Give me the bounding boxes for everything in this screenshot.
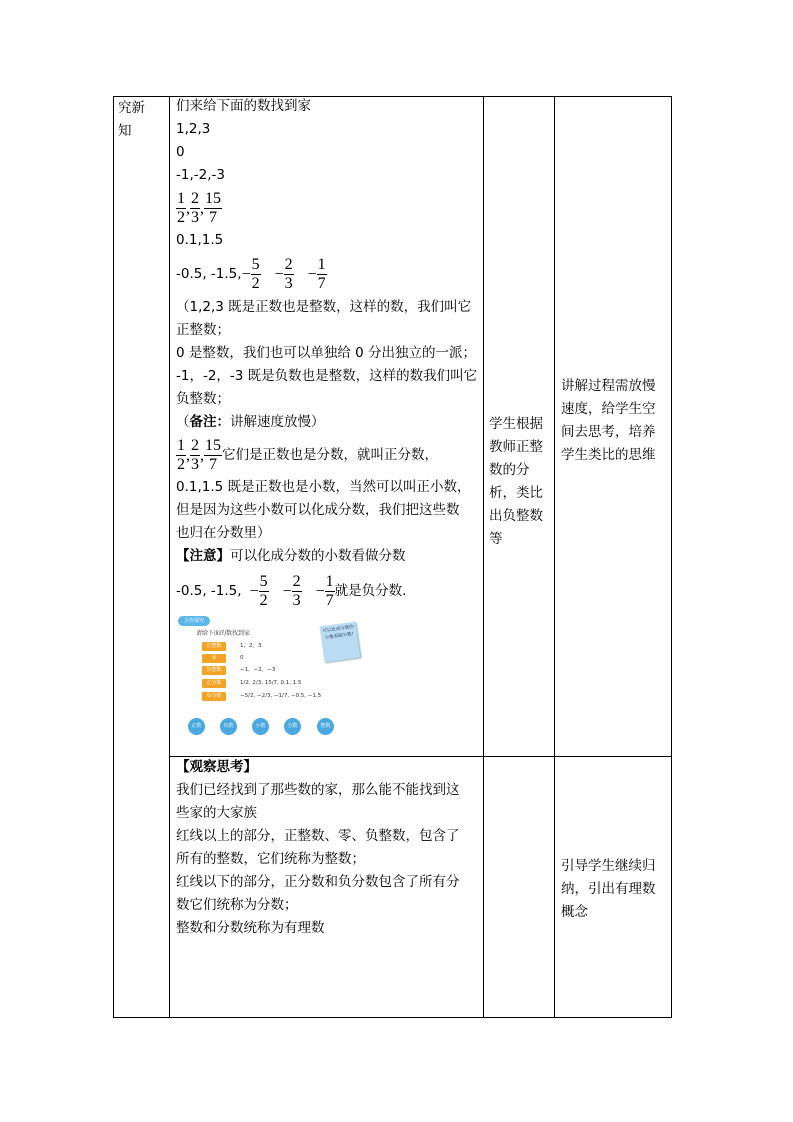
slide-tag: 负分数 bbox=[202, 692, 226, 701]
number-line: -1,-2,-3 bbox=[176, 167, 225, 183]
slide-circle: 小数 bbox=[252, 718, 269, 735]
slide-circle: 分数 bbox=[284, 718, 301, 735]
fraction: $\frac{1}{2}$ bbox=[177, 436, 185, 473]
decimal-line: 0.1,1.5 bbox=[176, 232, 224, 248]
fraction: $\frac{1}{7}$ bbox=[325, 572, 334, 609]
slide-tag: 负整数 bbox=[202, 666, 226, 675]
left-column-label bbox=[118, 97, 145, 143]
paragraph-line: 数它们统称为分数； bbox=[176, 897, 298, 913]
number-line: 0 bbox=[176, 144, 185, 160]
intent-line: 间去思考，培养 bbox=[561, 424, 656, 440]
intent-line: 纳，引出有理数 bbox=[561, 881, 656, 897]
fraction: $\frac{5}{2}$ bbox=[259, 572, 268, 609]
minus-sign: − bbox=[274, 265, 284, 283]
slide-row-value: 1，2，3 bbox=[240, 643, 262, 649]
col-border-1 bbox=[113, 96, 114, 1018]
paragraph-line: 我们已经找到了那些数的家，那么能不能找到这 bbox=[176, 782, 460, 798]
paragraph-line: 但是因为这些小数可以化成分数，我们把这些数 bbox=[176, 502, 460, 518]
attention-label: 【注意】 bbox=[176, 548, 230, 564]
slide-thumbnail bbox=[174, 610, 374, 740]
negative-fraction-line bbox=[176, 252, 481, 296]
paragraph-line: 整数和分数统称为有理数 bbox=[176, 920, 325, 936]
activity-line: 教师正整 bbox=[489, 439, 543, 455]
note-text: 讲解速度放慢） bbox=[230, 414, 325, 430]
fraction: $\frac{1}{7}$ bbox=[317, 255, 326, 292]
section-heading: 【观察思考】 bbox=[176, 759, 257, 775]
negative-fraction-summary bbox=[176, 568, 481, 614]
attention-line bbox=[176, 545, 481, 568]
left-label-line: 究新 bbox=[118, 100, 145, 116]
left-label-line: 知 bbox=[118, 123, 132, 139]
minus-sign: − bbox=[315, 582, 325, 600]
negative-decimals: -0.5, -1.5, bbox=[176, 582, 242, 599]
activity-line: 等 bbox=[489, 531, 503, 547]
paragraph-line: 红线以下的部分，正分数和负分数包含了所有分 bbox=[176, 874, 460, 890]
minus-sign: − bbox=[307, 265, 317, 283]
activity-line: 出负整数 bbox=[489, 508, 543, 524]
col-border-4 bbox=[554, 96, 555, 1018]
student-activity-cell bbox=[489, 413, 543, 551]
col-border-2 bbox=[169, 96, 170, 1018]
intent-line: 引导学生继续归 bbox=[561, 858, 656, 874]
number-line: 1,2,3 bbox=[176, 121, 211, 137]
design-intent-cell-2 bbox=[561, 855, 656, 924]
note-paren: （ bbox=[176, 414, 190, 430]
activity-line: 学生根据 bbox=[489, 416, 543, 432]
fraction: $\frac{15}{7}$ bbox=[205, 189, 221, 226]
positive-fraction-line bbox=[176, 434, 481, 476]
slide-row-value: 1/2, 2/3, 15/7, 0.1, 1.5 bbox=[240, 680, 302, 686]
slide-tag: 零 bbox=[202, 654, 226, 663]
fraction: $\frac{2}{3}$ bbox=[284, 255, 293, 292]
comma: , bbox=[186, 199, 190, 217]
slide-row-value: 0 bbox=[240, 655, 244, 661]
col-border-3 bbox=[483, 96, 484, 1018]
intent-line: 概念 bbox=[561, 904, 588, 920]
fraction: $\frac{1}{2}$ bbox=[177, 189, 185, 226]
paragraph-line: -1，-2，-3 既是负数也是整数，这样的数我们叫它 bbox=[176, 368, 478, 384]
slide-row-value: −1，−2，−3 bbox=[240, 667, 276, 673]
comma: , bbox=[200, 446, 204, 464]
negative-decimals: -0.5, -1.5, bbox=[176, 265, 242, 282]
note-line bbox=[176, 411, 481, 434]
col-border-5 bbox=[671, 96, 672, 1018]
table-bottom-border bbox=[113, 1017, 672, 1018]
intent-line: 讲解过程需放慢 bbox=[561, 378, 656, 394]
fraction-sentence: 它们是正数也是分数，就叫正分数， bbox=[222, 446, 438, 463]
slide-sticky-note: 可以化成分数的小数看做分数! bbox=[320, 622, 361, 663]
fraction: $\frac{2}{3}$ bbox=[292, 572, 301, 609]
paragraph-line: （1,2,3 既是正数也是整数，这样的数，我们叫它 bbox=[176, 299, 472, 315]
attention-text: 可以化成分数的小数看做分数 bbox=[230, 548, 406, 564]
slide-circle: 正数 bbox=[188, 718, 205, 735]
activity-line: 数的分 bbox=[489, 462, 530, 478]
slide-tag: 正整数 bbox=[202, 642, 226, 651]
slide-tag: 正分数 bbox=[202, 679, 226, 688]
paragraph-line: 红线以上的部分，正整数、零、负整数，包含了 bbox=[176, 828, 460, 844]
content-cell-2 bbox=[176, 756, 481, 940]
intent-line: 速度，给学生空 bbox=[561, 401, 656, 417]
paragraph-line: 些家的大家族 bbox=[176, 805, 257, 821]
fraction: $\frac{5}{2}$ bbox=[251, 255, 260, 292]
paragraph-line: 正整数； bbox=[176, 322, 230, 338]
slide-circle: 整数 bbox=[317, 718, 334, 735]
minus-sign: − bbox=[249, 582, 259, 600]
minus-sign: − bbox=[282, 582, 292, 600]
paragraph-line: 所有的整数，它们统称为整数； bbox=[176, 851, 365, 867]
comma: , bbox=[200, 199, 204, 217]
slide-circle: 负数 bbox=[220, 718, 237, 735]
negative-fraction-text: 就是负分数. bbox=[334, 582, 407, 599]
activity-line: 析，类比 bbox=[489, 485, 543, 501]
paragraph-line: 0.1,1.5 既是正数也是小数，当然可以叫正小数， bbox=[176, 479, 471, 495]
design-intent-cell-1 bbox=[561, 375, 656, 467]
intro-text: 们来给下面的数找到家 bbox=[176, 98, 311, 114]
intent-line: 学生类比的思维 bbox=[561, 447, 656, 463]
fraction: $\frac{15}{7}$ bbox=[205, 436, 221, 473]
slide-title: 请给下面的数找到家 bbox=[196, 630, 251, 637]
slide-header-badge: 合作探究 bbox=[178, 616, 210, 626]
fraction-line bbox=[176, 187, 481, 229]
note-label: 备注： bbox=[189, 414, 230, 430]
paragraph-line: 0 是整数，我们也可以单独给 0 分出独立的一派； bbox=[176, 345, 477, 361]
fraction: $\frac{2}{3}$ bbox=[191, 189, 199, 226]
paragraph-line: 负整数； bbox=[176, 391, 230, 407]
paragraph-line: 也归在分数里） bbox=[176, 525, 271, 541]
comma: , bbox=[186, 446, 190, 464]
minus-sign: − bbox=[241, 265, 251, 283]
slide-row-value: −5/2, −2/3, −1/7, −0.5, −1.5 bbox=[240, 693, 322, 699]
content-cell-1 bbox=[176, 95, 481, 614]
fraction: $\frac{2}{3}$ bbox=[191, 436, 199, 473]
